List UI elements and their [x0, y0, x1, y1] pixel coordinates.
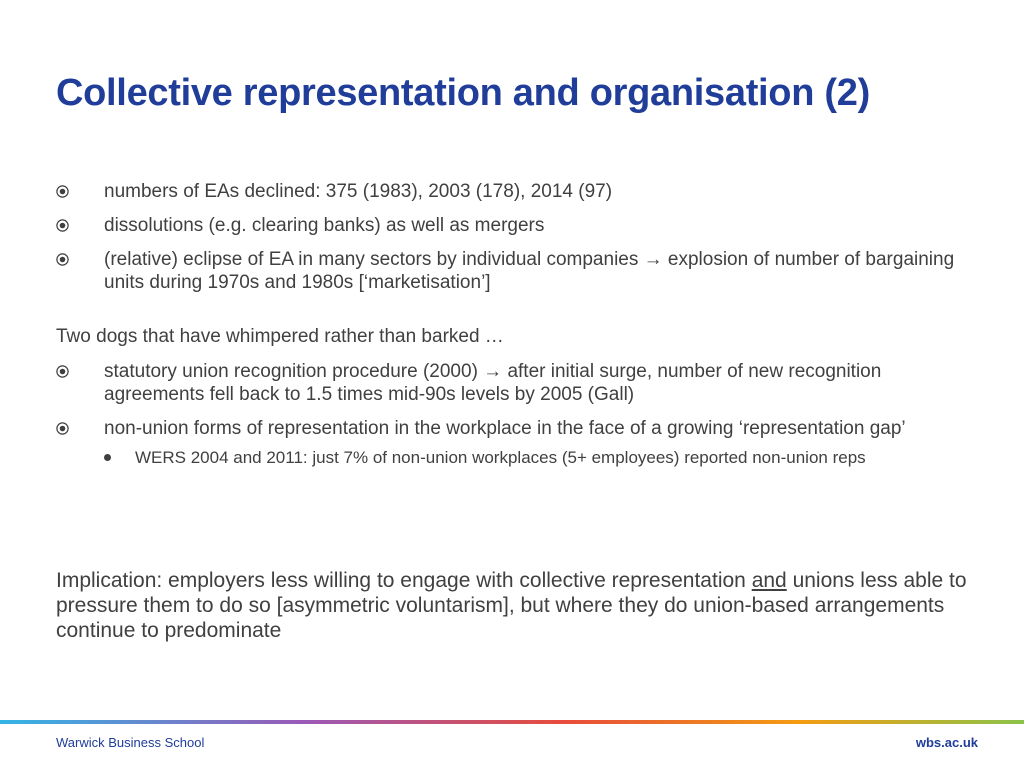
sub-bullet-text: WERS 2004 and 2011: just 7% of non-union workplaces (5+ employees) reported non-union reps — [135, 448, 866, 467]
circled-dot-icon — [56, 365, 69, 378]
bullet-text: non-union forms of representation in the workplace in the face of a growing ‘representation gap’ — [104, 418, 906, 439]
bullet-text: statutory union recognition procedure (2000) → after initial surge, number of new recognition agreements fell back to 1.5 times mid-90s levels by 2005 (Gall) — [104, 361, 882, 405]
dogs-bullet-list — [56, 360, 976, 469]
slide-content — [56, 180, 976, 480]
implication-paragraph — [56, 568, 986, 643]
circled-dot-icon — [56, 422, 69, 435]
bullet-text: (relative) eclipse of EA in many sectors by individual companies → explosion of number of bargaining units during 1970s and 1980s [‘marketisation’] — [104, 249, 955, 293]
footer-school-name: Warwick Business School — [56, 735, 205, 750]
list-item — [56, 180, 976, 203]
list-item — [56, 248, 976, 294]
slide-title: Collective representation and organisation (2) — [56, 72, 870, 114]
circled-dot-icon — [56, 253, 69, 266]
section-intro: Two dogs that have whimpered rather than barked … — [56, 326, 504, 347]
list-item — [104, 447, 976, 469]
implication-underlined: and — [751, 569, 787, 592]
circled-dot-icon — [56, 185, 69, 198]
top-bullet-list — [56, 180, 976, 294]
implication-text-1: Implication: employers less willing to engage with collective representation — [56, 569, 752, 592]
implication-text-2: unions less able to pressure them to do so [asymmetric voluntarism], but where they do union-based arrangements continue to predominate — [56, 569, 967, 642]
footer-url-link[interactable]: wbs.ac.uk — [915, 735, 978, 750]
list-item — [56, 417, 976, 469]
list-item — [56, 360, 976, 406]
list-item — [56, 214, 976, 237]
bullet-text: numbers of EAs declined: 375 (1983), 2003 (178), 2014 (97) — [104, 181, 613, 202]
bullet-dot-icon — [104, 454, 111, 461]
sub-bullet-list — [104, 447, 976, 469]
bullet-text: dissolutions (e.g. clearing banks) as well as mergers — [104, 215, 545, 236]
footer-gradient-bar — [0, 720, 1024, 724]
circled-dot-icon — [56, 219, 69, 232]
